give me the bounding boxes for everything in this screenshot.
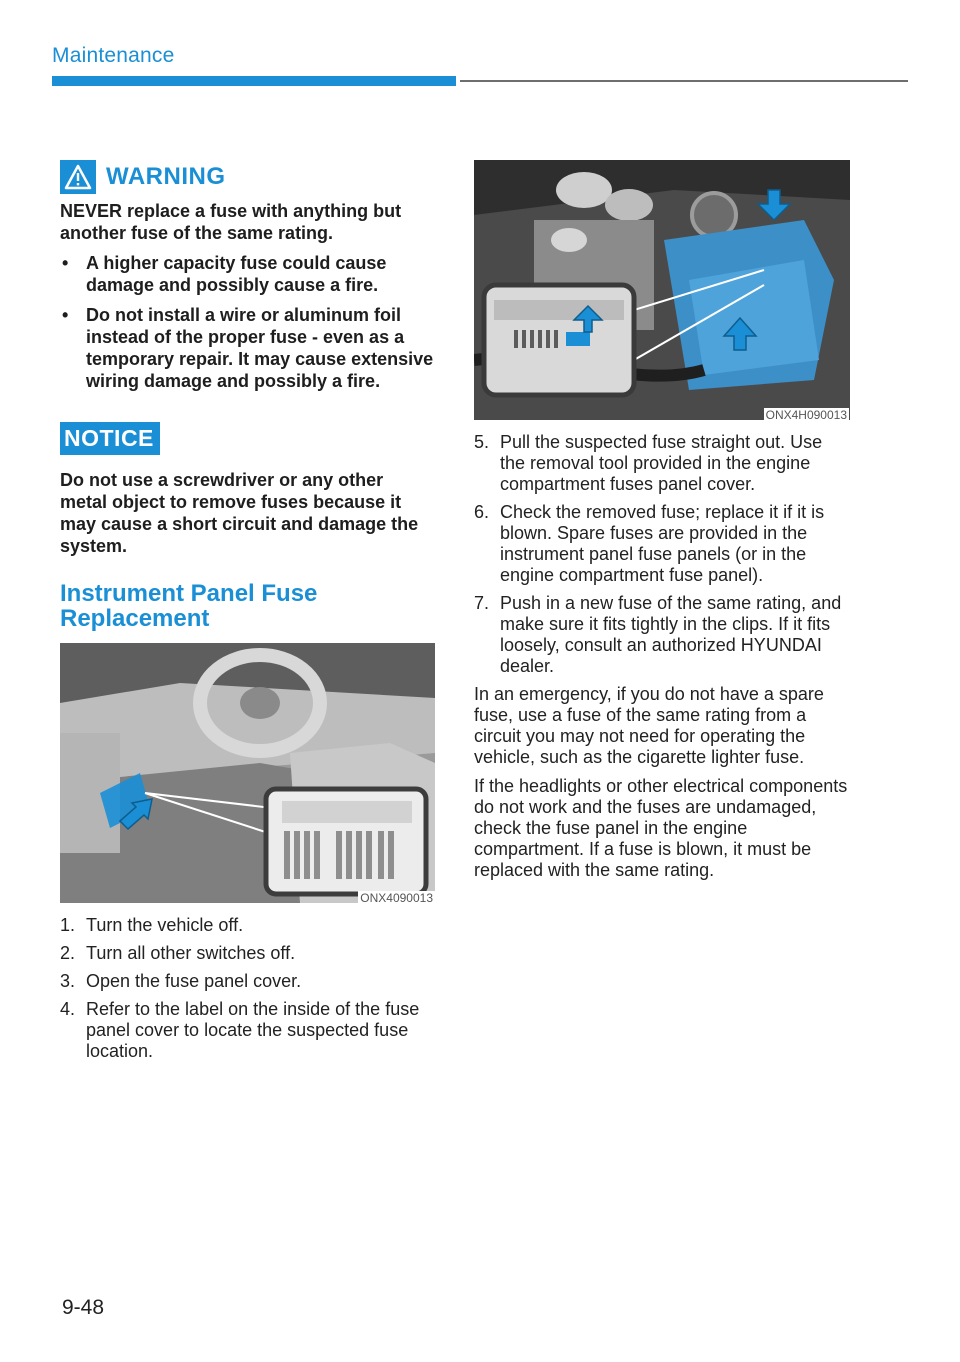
instrument-panel-illustration (60, 643, 435, 903)
warning-triangle-icon (64, 164, 92, 190)
step-text: Turn the vehicle off. (86, 915, 244, 935)
step-item (60, 999, 435, 1062)
warning-bullet-text: A higher capacity fuse could cause damage and possibly cause a fire. (86, 253, 387, 295)
body-paragraph: In an emergency, if you do not have a spare fuse, use a fuse of the same rating from a circuit you may not need for operating the vehicle, such as the cigarette lighter fuse. (474, 684, 824, 767)
warning-bullet-text: Do not install a wire or aluminum foil instead of the proper fuse - even as a temporary repair. It may cause extensive wiring damage and possibly a fire. (86, 305, 434, 391)
steps-list (60, 915, 435, 1062)
step-number: 6. (474, 502, 490, 522)
step-number: 7. (474, 593, 490, 613)
warning-badge (60, 160, 96, 194)
step-item (474, 593, 850, 677)
step-text: Refer to the label on the inside of the fuse panel cover to locate the suspected fuse location. (86, 999, 420, 1061)
instrument-panel-figure (60, 643, 435, 903)
body-paragraph: If the headlights or other electrical components do not work and the fuses are undamaged, check the fuse panel in the engine compartment. If a fuse is blown, it must be replaced with the same rating. (474, 776, 848, 880)
section-heading-line2: Replacement (60, 605, 210, 632)
step-number: 4. (60, 999, 76, 1019)
notice-text: Do not use a screwdriver or any other metal object to remove fuses because it may cause a short circuit and damage the system. (60, 470, 419, 556)
section-heading-line1: Instrument Panel Fuse (60, 580, 318, 607)
step-text: Push in a new fuse of the same rating, and make sure it fits tightly in the clips. If it fits loosely, consult an authorized HYUNDAI dealer. (500, 593, 842, 676)
right-column (474, 160, 850, 889)
step-text: Open the fuse panel cover. (86, 971, 302, 991)
page-number: 9-48 (62, 1296, 105, 1319)
warning-lead: NEVER replace a fuse with anything but another fuse of the same rating. (60, 201, 402, 243)
step-text: Pull the suspected fuse straight out. Use the removal tool provided in the engine compartment fuses panel cover. (500, 432, 823, 494)
engine-compartment-figure (474, 160, 849, 420)
step-number: 1. (60, 915, 76, 935)
step-item (60, 971, 435, 992)
warning-bullets (60, 252, 435, 392)
figure-code: ONX4090013 (360, 891, 433, 905)
step-text: Turn all other switches off. (86, 943, 296, 963)
header-rule (460, 80, 908, 82)
bullet-dot: • (62, 253, 69, 273)
header-section-title: Maintenance (52, 44, 175, 67)
step-number: 2. (60, 943, 76, 963)
step-item (474, 502, 850, 586)
warning-heading (60, 160, 435, 194)
warning-box (60, 160, 435, 392)
steps-list (474, 432, 850, 677)
bullet-dot: • (62, 305, 69, 325)
figure-code: ONX4H090013 (765, 408, 847, 422)
step-item (474, 432, 850, 495)
step-item (60, 915, 435, 936)
left-column (60, 160, 435, 1069)
step-item (60, 943, 435, 964)
notice-badge: NOTICE (60, 422, 160, 455)
step-number: 3. (60, 971, 76, 991)
engine-compartment-illustration (474, 160, 850, 420)
warning-bullet (60, 304, 435, 392)
step-number: 5. (474, 432, 490, 452)
section-heading (60, 581, 435, 631)
warning-title: WARNING (106, 163, 226, 190)
warning-bullet (60, 252, 435, 296)
step-text: Check the removed fuse; replace it if it is blown. Spare fuses are provided in the instrument panel fuse panels (or in the engine compartment fuse panel). (500, 502, 825, 585)
header-accent-bar (52, 76, 456, 86)
